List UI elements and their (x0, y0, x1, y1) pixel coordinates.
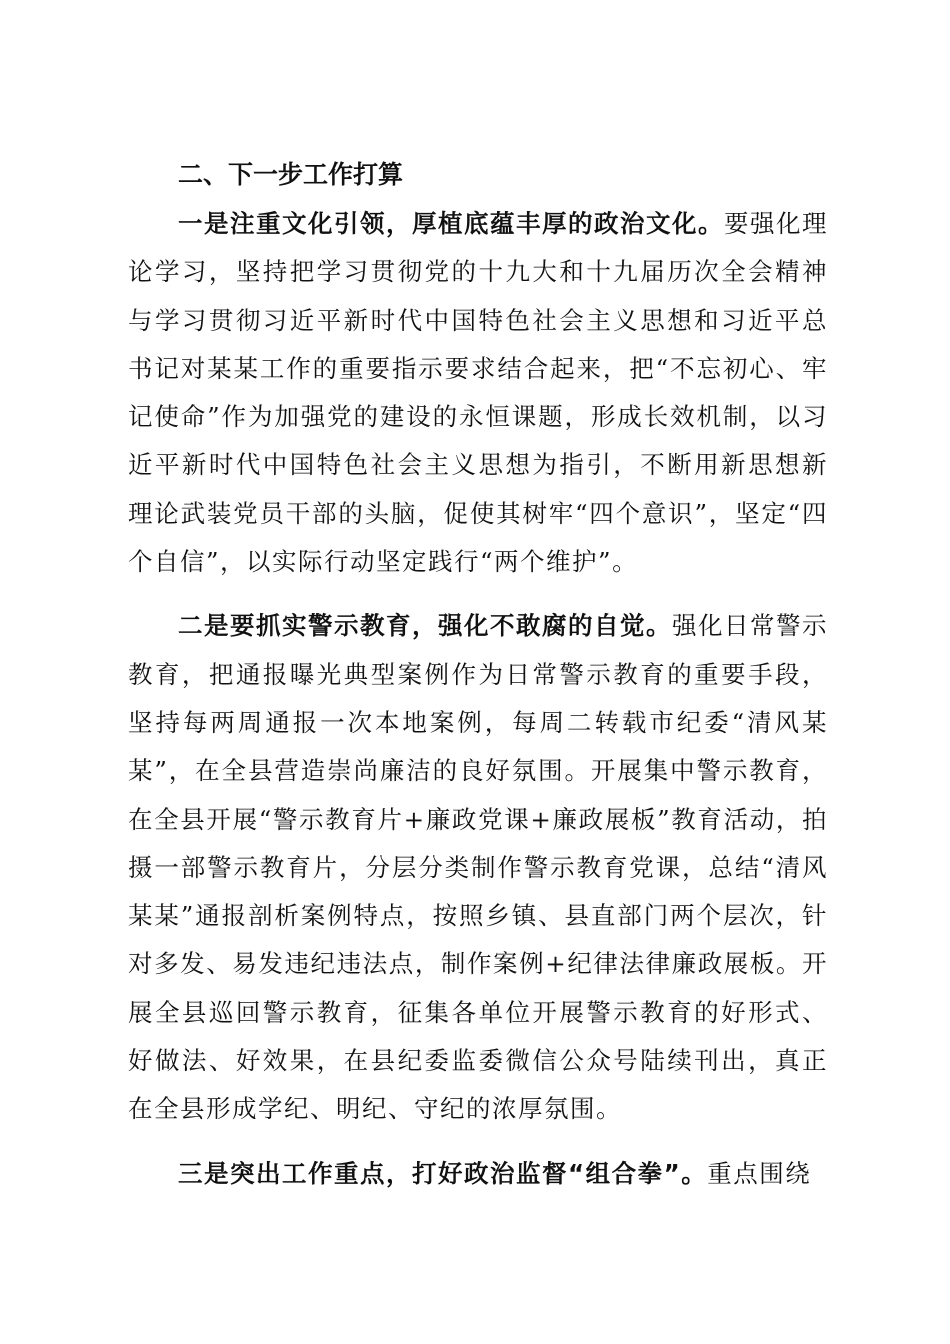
paragraph-1-lead: 一是注重文化引领，厚植底蕴丰厚的政治文化。 (178, 209, 724, 238)
paragraph-3-body: 重点围绕 (707, 1158, 812, 1188)
document-body (128, 150, 828, 1198)
paragraph-2-lead: 二是要抓实警示教育，强化不敢腐的自觉。 (178, 611, 672, 641)
paragraph-2 (128, 602, 828, 1133)
paragraph-2-body: 强化日常警示教育，把通报曝光典型案例作为日常警示教育的重要手段，坚持每两周通报一次本地案例，每周二转载市纪委“清风某某”，在全县营造崇尚廉洁的良好氛围。开展集中警示教育，在全县开展“警示教育片+廉政党课+廉政展板”教育活动，拍摄一部警示教育片，分层分类制作警示教育党课，总结“清风某某”通报剖析案例特点，按照乡镇、县直部门两个层次，针对多发、易发违纪违法点，制作案例+纪律法律廉政展板。开展全县巡回警示教育，征集各单位开展警示教育的好形式、好做法、好效果，在县纪委监委微信公众号陆续刊出，真正在全县形成学纪、明纪、守纪的浓厚氛围。 (128, 611, 828, 1124)
section-heading: 二、下一步工作打算 (178, 160, 404, 189)
paragraph-1 (128, 200, 828, 586)
paragraph-3 (128, 1150, 828, 1198)
paragraph-3-lead: 三是突出工作重点，打好政治监督“组合拳”。 (178, 1158, 708, 1188)
paragraph-1-body: 要强化理论学习，坚持把学习贯彻党的十九大和十九届历次全会精神与学习贯彻习近平新时代中国特色社会主义思想和习近平总书记对某某工作的重要指示要求结合起来，把“不忘初心、牢记使命”作为加强党的建设的永恒课题，形成长效机制，以习近平新时代中国特色社会主义思想为指引，不断用新思想新理论武装党员干部的头脑，促使其树牢“四个意识”，坚定“四个自信”，以实际行动坚定践行“两个维护”。 (128, 209, 828, 577)
